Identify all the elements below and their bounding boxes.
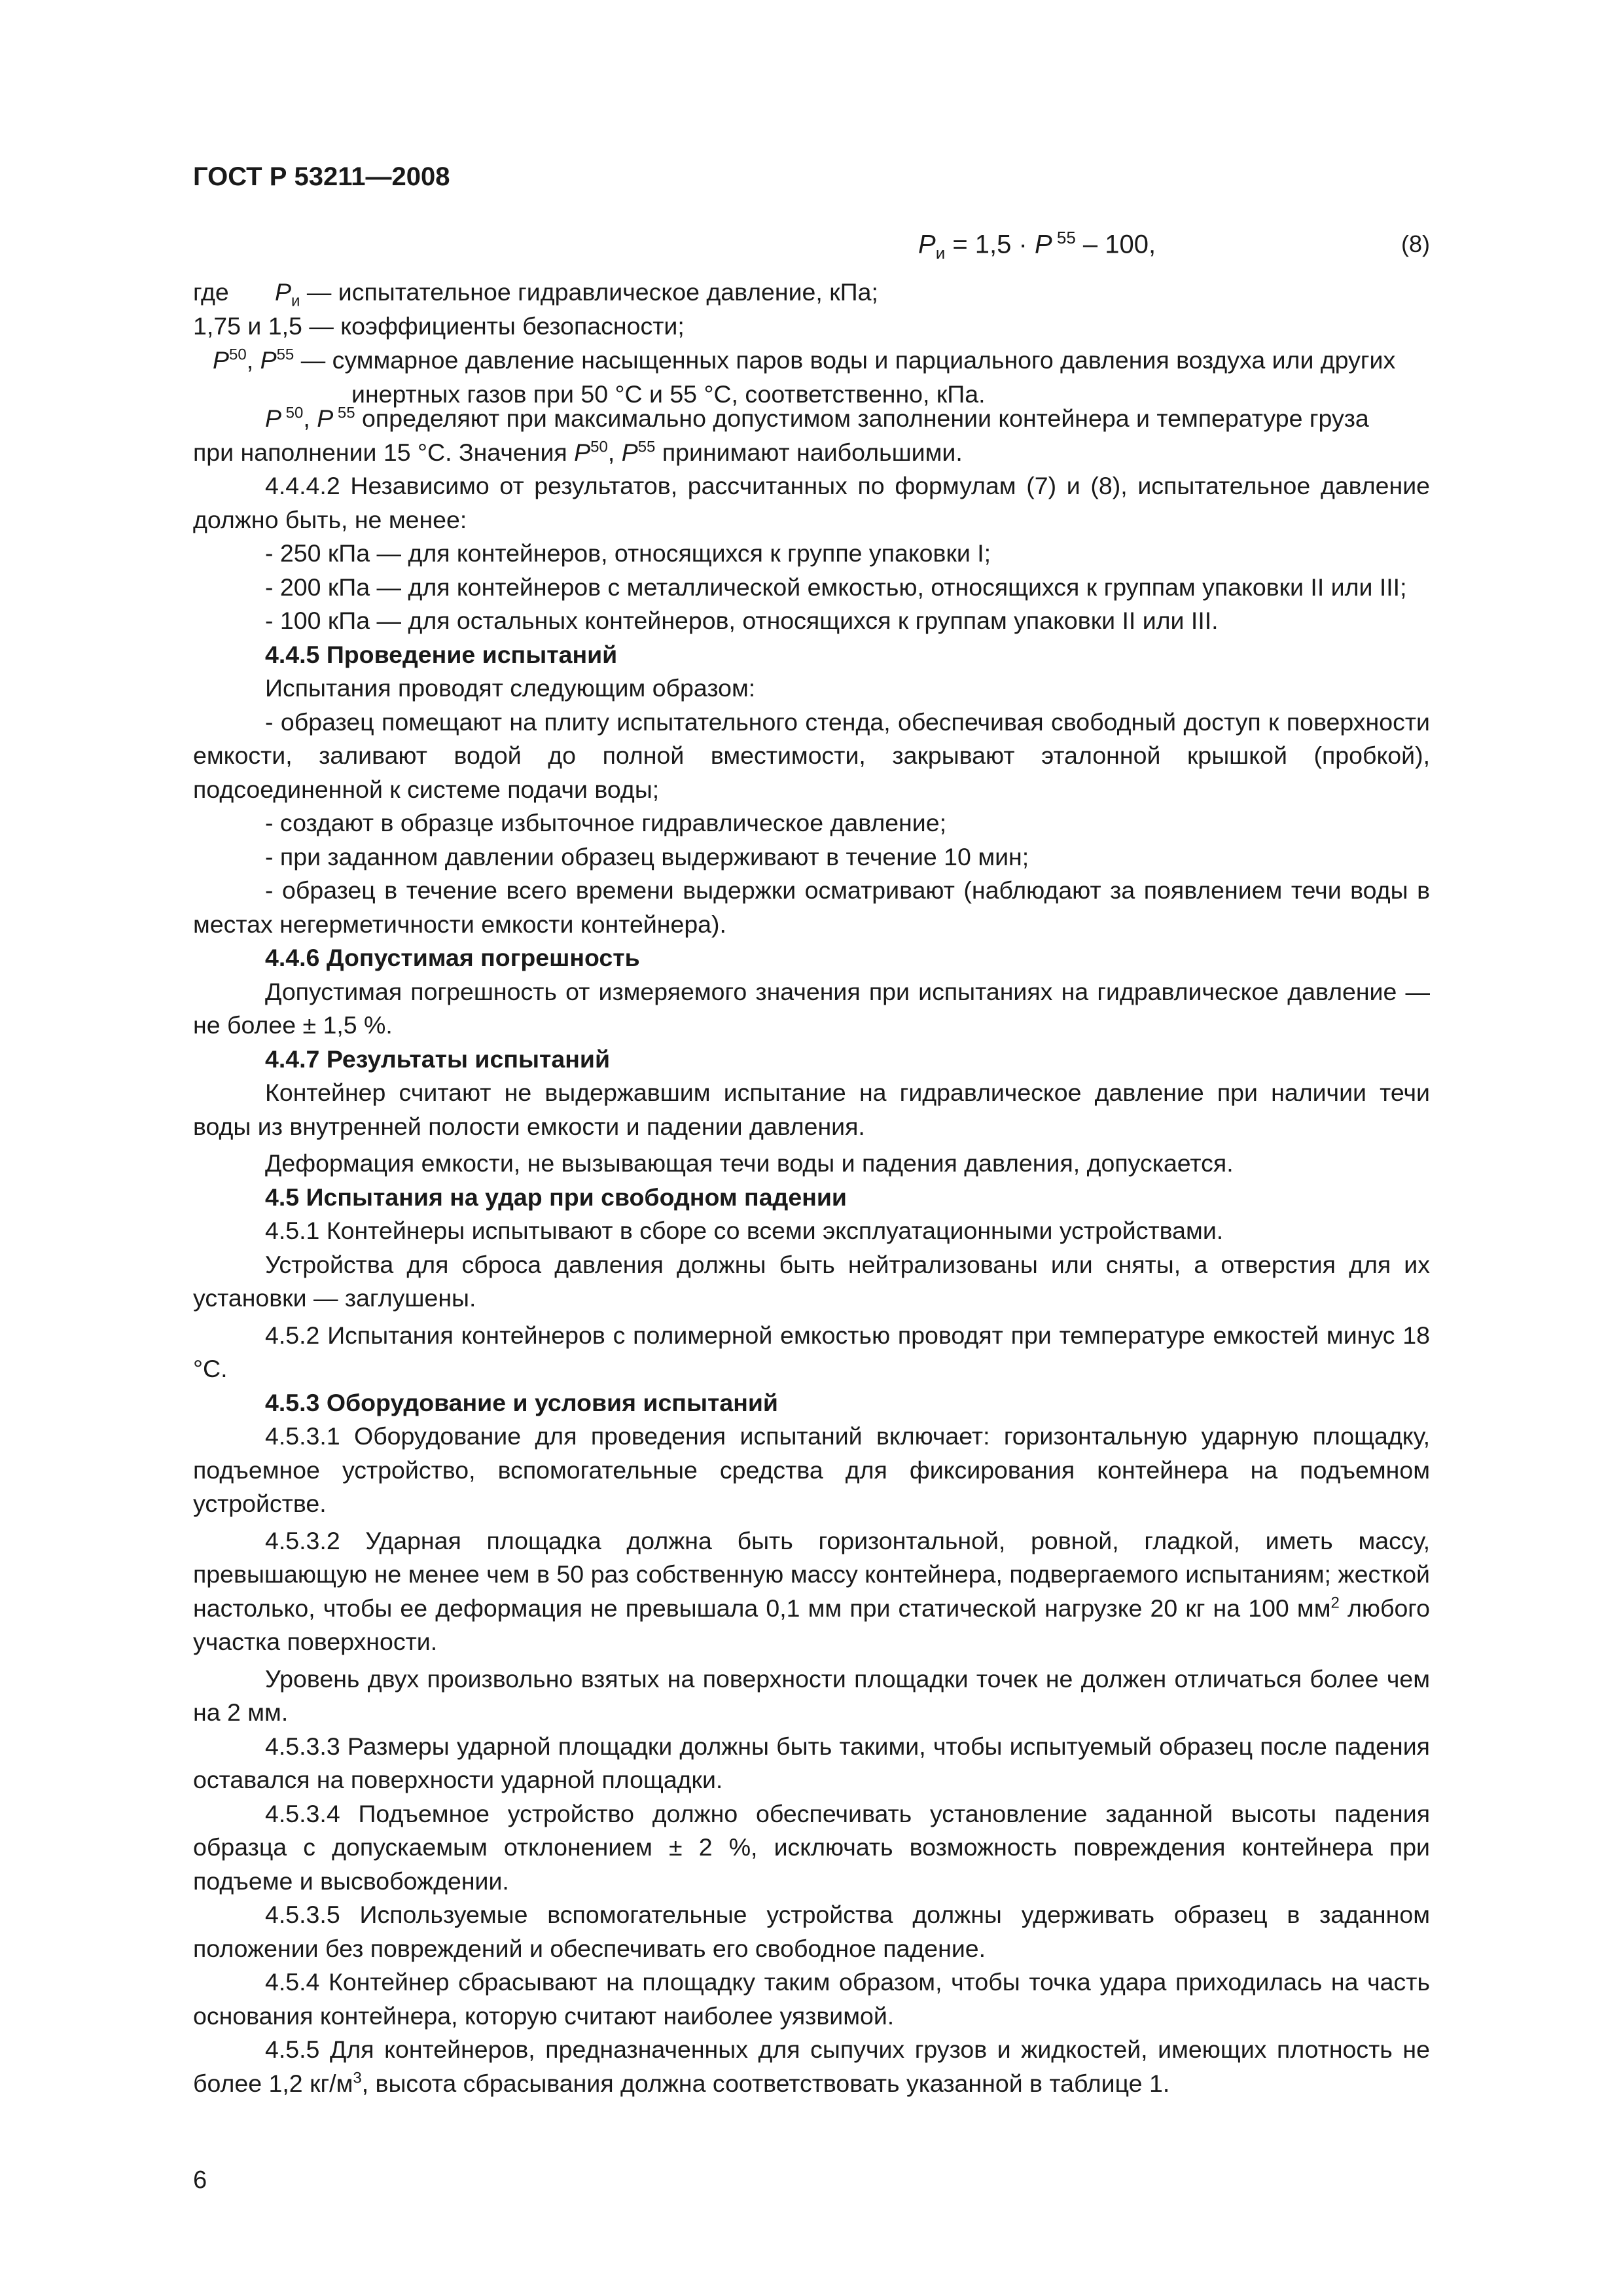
paragraph: Деформация емкости, не вызывающая течи воды и падения давления, допускается. [265, 1149, 1234, 1177]
formula-row [193, 228, 1430, 267]
legend-row: $P^{50}$, $P^{55}$ — суммарное давление насыщенных паров воды и парциального давления воздуха или других [213, 346, 1396, 374]
paragraph: 4.5.3.5 Используемые вспомогательные устройства должны удерживать образец в заданном положении без повреждений и обеспечивать его свободное падение. [193, 1901, 1430, 1962]
paragraph: Допустимая погрешность от измеряемого значения при испытаниях на гидравлическое давление — не более ± 1,5 %. [193, 977, 1430, 1039]
list-item: - 200 кПа — для контейнеров с металлической емкостью, относящихся к группам упаковки II или III; [265, 573, 1407, 601]
paragraph: Испытания проводят следующим образом: [265, 674, 756, 702]
paragraph: при наполнении 15 °С. Значения $P^{50}$, $P^{55}$ принимают наибольшими. [193, 438, 963, 466]
formula-legend [193, 275, 1430, 411]
paragraph: 4.5.3.2 Ударная площадка должна быть горизонтальной, ровной, гладкой, иметь массу, превышающую не менее чем в 50 раз собственную массу контейнера, подвергаемого испытаниям; жесткой настолько, чтобы ее деформация не превышала 0,1 мм при статической нагрузке 20 кг на 100 $мм^2$ любого участка поверхности. [193, 1526, 1431, 1655]
paragraph: 4.5.5 Для контейнеров, предназначенных для сыпучих грузов и жидкостей, имеющих плотность не более 1,2 $кг/м^3$, высота сбрасывания должна соответствовать указанной в таблице 1. [193, 2036, 1430, 2097]
paragraph: 4.5.3.4 Подъемное устройство должно обеспечивать установление заданной высоты падения образца с допускаемым отклонением ± 2 %, исключать возможность повреждения контейнера при подъеме и высвобождении. [193, 1799, 1430, 1895]
document-header: ГОСТ Р 53211—2008 [193, 162, 450, 191]
paragraph: 4.5.3.1 Оборудование для проведения испытаний включает: горизонтальную ударную площадку, подъемное устройство, вспомогательные средства для фиксирования контейнера на подъемном устройстве. [193, 1422, 1430, 1517]
paragraph: 4.5.1 Контейнеры испытывают в сборе со всеми эксплуатационными устройствами. [265, 1217, 1224, 1244]
paragraph: Контейнер считают не выдержавшим испытание на гидравлическое давление при наличии течи воды из внутренней полости емкости и падении давления. [193, 1079, 1430, 1140]
legend-row: где $P_и$ — испытательное гидравлическое давление, кПа; [193, 278, 878, 310]
list-item: - 250 кПа — для контейнеров, относящихся к группе упаковки I; [265, 539, 991, 567]
section-heading-4-4-7: 4.4.7 Результаты испытаний [265, 1045, 610, 1073]
paragraph: 4.5.3.3 Размеры ударной площадки должны быть такими, чтобы испытуемый образец после падения оставался на поверхности ударной площадки. [193, 1732, 1430, 1793]
section-heading-4-4-6: 4.4.6 Допустимая погрешность [265, 944, 640, 971]
paragraph: 4.5.4 Контейнер сбрасывают на площадку таким образом, чтобы точка удара приходилась на часть основания контейнера, которую считают наиболее уязвимой. [193, 1968, 1430, 2030]
legend-row: инертных газов при 50 °С и 55 °С, соответственно, кПа. [351, 380, 986, 408]
paragraph: Уровень двух произвольно взятых на поверхности площадки точек не должен отличаться более чем на 2 мм. [193, 1664, 1430, 1726]
list-item: - 100 кПа — для остальных контейнеров, относящихся к группам упаковки II или III. [265, 607, 1219, 634]
formula-number: (8) [1401, 230, 1430, 257]
legend-row: 1,75 и 1,5 — коэффициенты безопасности; [193, 312, 685, 340]
section-heading-4-4-5: 4.4.5 Проведение испытаний [265, 640, 618, 668]
list-item: - образец в течение всего времени выдержки осматривают (наблюдают за появлением течи воды в местах негерметичности емкости контейнера). [193, 876, 1430, 938]
list-item: - создают в образце избыточное гидравлическое давление; [265, 809, 946, 836]
list-item: - образец помещают на плиту испытательного стенда, обеспечивая свободный доступ к поверхности емкости, заливают водой до полной вместимости, закрывают эталонной крышкой (пробкой), подсоединенной к системе подачи воды; [193, 708, 1430, 803]
paragraph: P $^{50}$, P $^{55}$ определяют при максимально допустимом заполнении контейнера и температуре груза [265, 404, 1369, 432]
document-body [193, 402, 1430, 2100]
paragraph-4-4-4-2: 4.4.4.2 Независимо от результатов, рассчитанных по формулам (7) и (8), испытательное давление должно быть, не менее: [193, 472, 1430, 533]
list-item: - при заданном давлении образец выдерживают в течение 10 мин; [265, 842, 1029, 870]
page-number: 6 [193, 2166, 207, 2194]
section-heading-4-5: 4.5 Испытания на удар при свободном падении [265, 1183, 847, 1211]
paragraph: Устройства для сброса давления должны быть нейтрализованы или сняты, а отверстия для их установки — заглушены. [193, 1250, 1430, 1312]
formula-8: $P_и = 1,5 \cdot P$ $^{55}$ – 100, [918, 228, 1156, 263]
section-heading-4-5-3: 4.5.3 Оборудование и условия испытаний [265, 1388, 778, 1416]
paragraph: 4.5.2 Испытания контейнеров с полимерной емкостью проводят при температуре емкостей минус 18 °С. [193, 1321, 1430, 1382]
